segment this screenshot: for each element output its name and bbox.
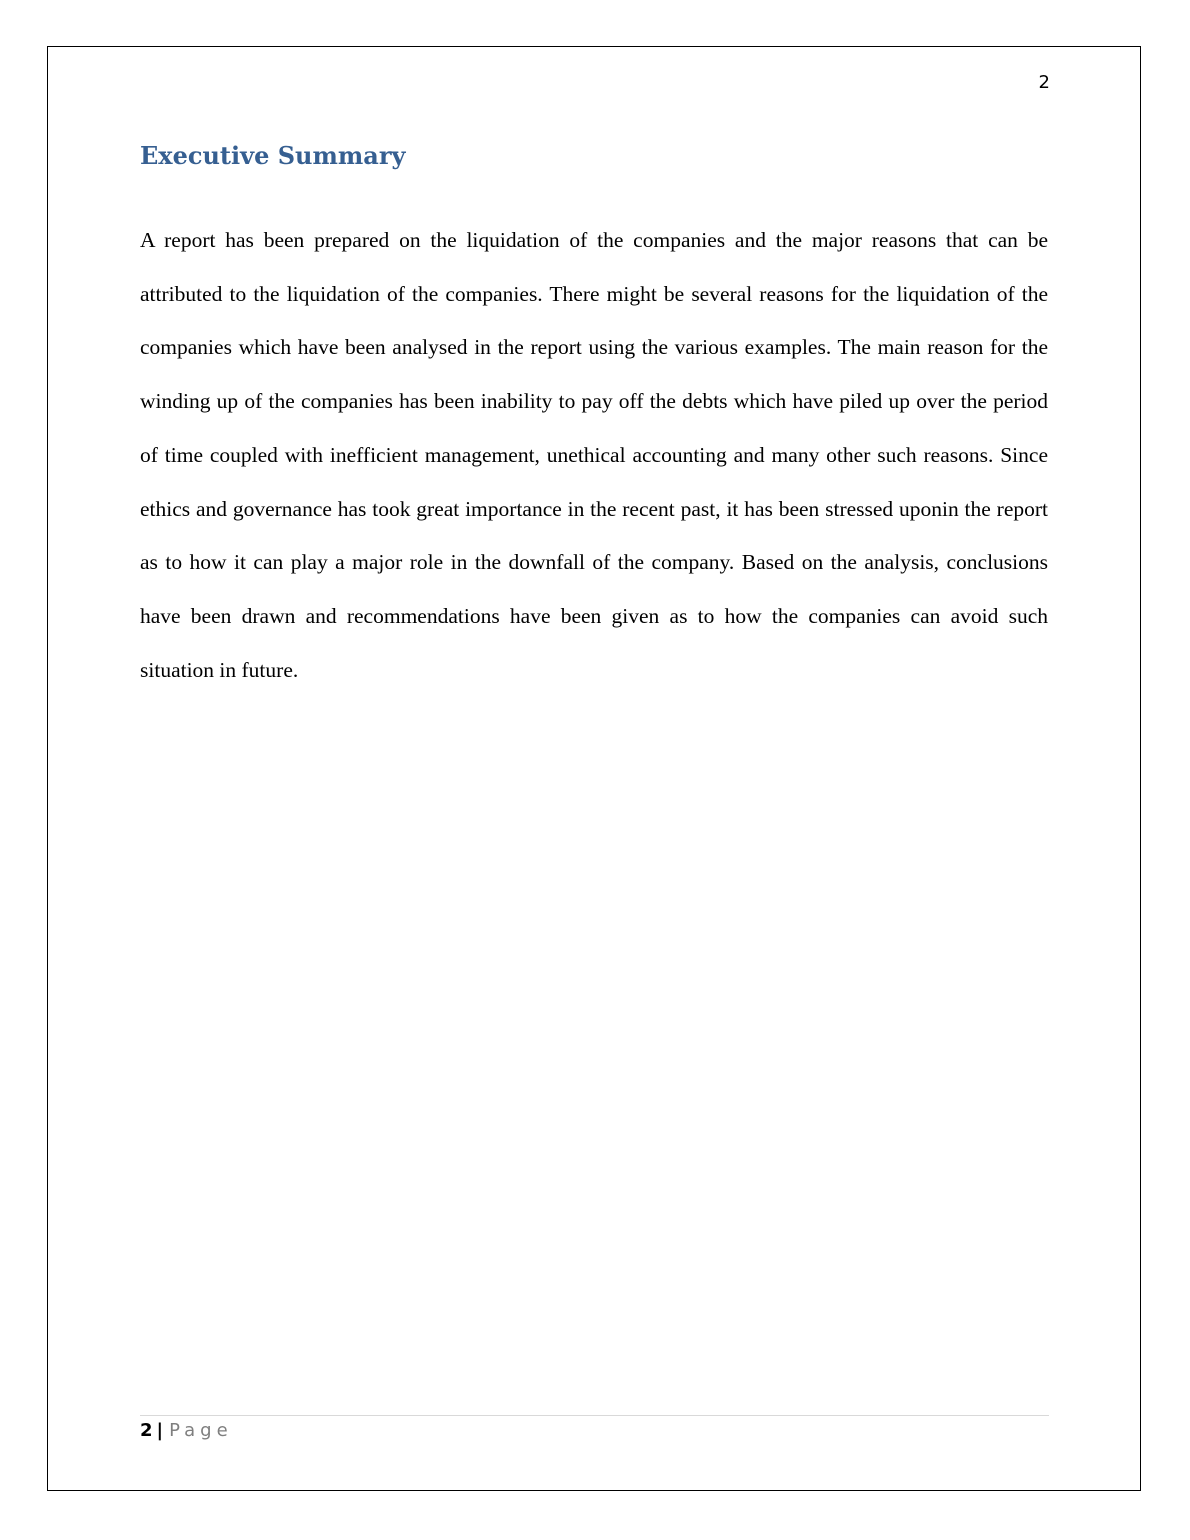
footer-page-word: Page xyxy=(169,1420,233,1441)
footer-separator: | xyxy=(156,1420,164,1441)
summary-paragraph: A report has been prepared on the liquidation of the companies and the major reasons that can be attributed to the liquidation of the companies. There might be several reasons for the liquidation of the companies which have been analysed in the report using the various examples. The main reason for the winding up of the companies has been inability to pay off the debts which have piled up over the period of time coupled with inefficient management, unethical accounting and many other such reasons. Since ethics and governance has took great importance in the recent past, it has been stressed uponin the report as to how it can play a major role in the downfall of the company. Based on the analysis, conclusions have been drawn and recommendations have been given as to how the companies can avoid such situation in future. xyxy=(140,228,1048,682)
page-footer xyxy=(140,1419,233,1443)
footer-page-number: 2 xyxy=(140,1420,153,1441)
footer-divider xyxy=(140,1415,1049,1416)
section-heading: Executive Summary xyxy=(140,141,406,170)
header-page-number: 2 xyxy=(1038,72,1050,93)
